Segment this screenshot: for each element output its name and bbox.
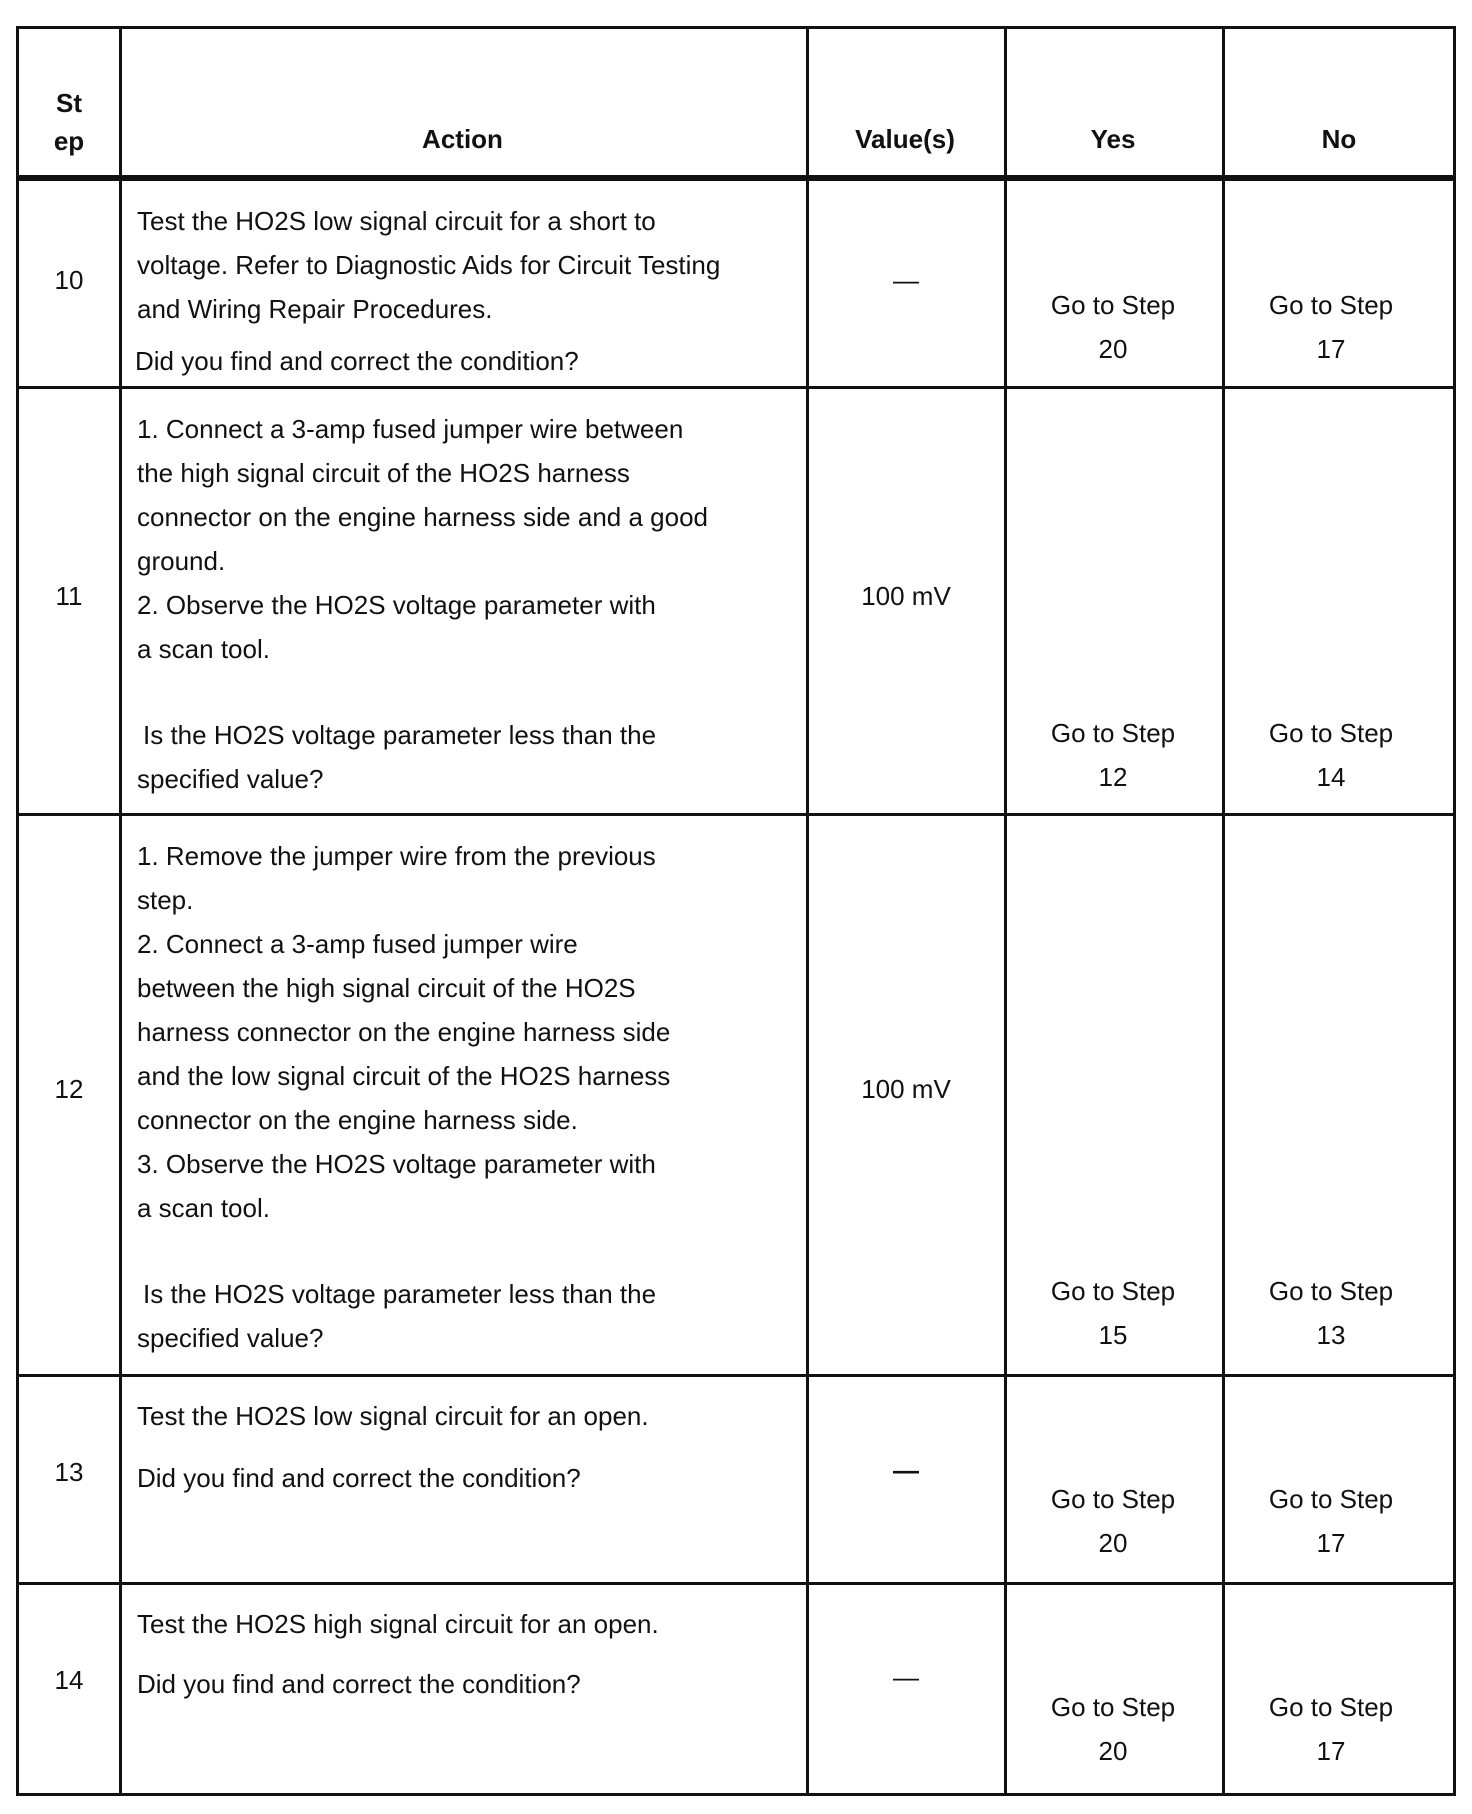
question-line: specified value?: [137, 1323, 324, 1353]
action-line: harness connector on the engine harness side: [137, 1017, 671, 1047]
action-line: voltage. Refer to Diagnostic Aids for Circuit Testing: [137, 250, 721, 280]
diagnostic-table: [16, 26, 1456, 1796]
action-line: connector on the engine harness side.: [137, 1105, 578, 1135]
no-goto: Go to Step 13: [1268, 1276, 1394, 1350]
header-divider: [19, 175, 1453, 181]
action-line: 2. Observe the HO2S voltage parameter with: [137, 590, 656, 620]
question-text: Did you find and correct the condition?: [135, 346, 579, 376]
no-goto: Go to Step 17: [1268, 1484, 1394, 1558]
value-cell: —: [893, 265, 919, 295]
value-cell: 100 mV: [861, 581, 951, 611]
action-line: 1. Connect a 3-amp fused jumper wire between: [137, 414, 684, 444]
header-action: Action: [422, 124, 503, 154]
step-number: 13: [54, 1457, 84, 1487]
question-line: Is the HO2S voltage parameter less than the: [143, 720, 657, 750]
question-text: Did you find and correct the condition?: [137, 1463, 581, 1493]
header-values: Value(s): [855, 124, 955, 154]
column-divider: [119, 29, 122, 1793]
value-cell: —: [893, 1455, 919, 1485]
action-line: connector on the engine harness side and a good: [137, 502, 708, 532]
step-number: 11: [55, 581, 83, 611]
question-text: Did you find and correct the condition?: [137, 1669, 581, 1699]
yes-goto: Go to Step 12: [1050, 718, 1176, 792]
step-number: 10: [54, 265, 84, 295]
action-line: Test the HO2S high signal circuit for an open.: [137, 1609, 659, 1639]
action-line: the high signal circuit of the HO2S harness: [137, 458, 630, 488]
header-no: No: [1321, 124, 1357, 154]
action-text: [137, 199, 720, 383]
action-line: a scan tool.: [137, 634, 270, 664]
step-number: 12: [54, 1074, 84, 1104]
yes-goto: Go to Step 20: [1050, 290, 1176, 364]
action-line: Test the HO2S low signal circuit for an open.: [137, 1401, 649, 1431]
row-divider: [19, 813, 1453, 816]
row-divider: [19, 386, 1453, 389]
value-cell: —: [893, 1662, 919, 1692]
header-yes: Yes: [1090, 124, 1136, 154]
action-line: ground.: [137, 546, 226, 576]
no-goto: Go to Step 17: [1268, 1692, 1394, 1766]
action-line: 1. Remove the jumper wire from the previous: [137, 841, 656, 871]
value-cell: 100 mV: [861, 1074, 951, 1104]
action-line: 2. Connect a 3-amp fused jumper wire: [137, 929, 578, 959]
action-line: and the low signal circuit of the HO2S harness: [137, 1061, 671, 1091]
action-text: [137, 1602, 659, 1706]
action-line: and Wiring Repair Procedures.: [137, 294, 493, 324]
action-line: 3. Observe the HO2S voltage parameter with: [137, 1149, 656, 1179]
row-divider: [19, 1582, 1453, 1585]
header-step: St ep: [53, 88, 85, 156]
step-number: 14: [54, 1665, 84, 1695]
yes-goto: Go to Step 20: [1050, 1692, 1176, 1766]
action-text: [137, 407, 708, 801]
action-text: [137, 1394, 649, 1500]
question-line: Is the HO2S voltage parameter less than the: [143, 1279, 657, 1309]
no-goto: Go to Step 17: [1268, 290, 1394, 364]
action-line: a scan tool.: [137, 1193, 270, 1223]
action-text: [137, 834, 670, 1360]
action-line: Test the HO2S low signal circuit for a short to: [137, 206, 656, 236]
action-line: between the high signal circuit of the HO2S: [137, 973, 636, 1003]
yes-goto: Go to Step 20: [1050, 1484, 1176, 1558]
question-line: specified value?: [137, 764, 324, 794]
yes-goto: Go to Step 15: [1050, 1276, 1176, 1350]
action-line: step.: [137, 885, 194, 915]
no-goto: Go to Step 14: [1268, 718, 1394, 792]
row-divider: [19, 1374, 1453, 1377]
